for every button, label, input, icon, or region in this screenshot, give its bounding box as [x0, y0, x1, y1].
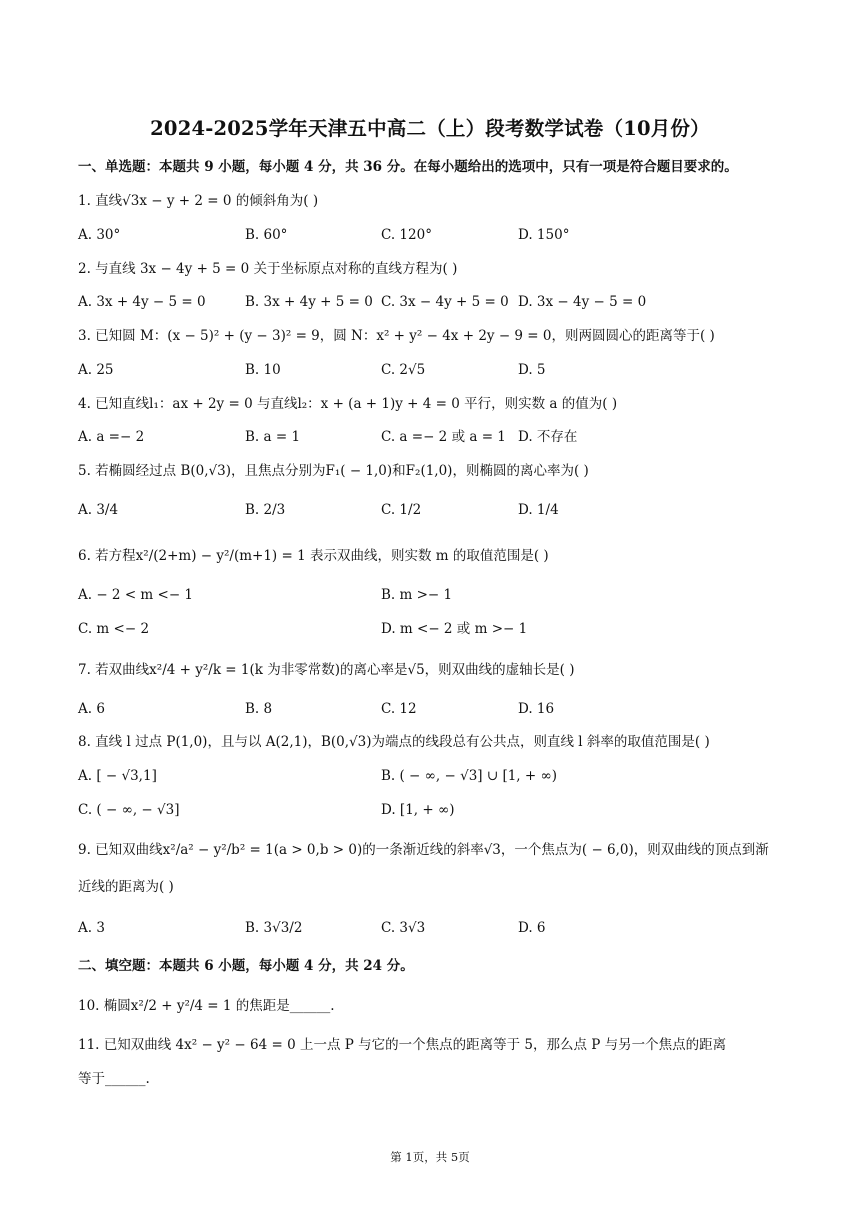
question-2-option-a: A. 3x + 4y − 5 = 0 [78, 294, 206, 310]
question-7-option-a: A. 6 [78, 701, 105, 717]
question-9-stem: 9. 已知双曲线x²/a² − y²/b² = 1(a > 0,b > 0)的一条渐近线的斜率√3，一个焦点为( − 6,0)，则双曲线的顶点到渐 [78, 842, 769, 858]
question-4-option-d: D. 不存在 [518, 429, 578, 445]
question-5-option-c: C. 1/2 [381, 502, 422, 518]
question-5-stem: 5. 若椭圆经过点 B(0,√3)，且焦点分别为F₁( − 1,0)和F₂(1,0)，则椭圆的离心率为( ) [78, 463, 589, 479]
question-5-option-d: D. 1/4 [518, 502, 559, 518]
question-8-option-a: A. [ − √3,1] [78, 768, 157, 784]
question-4-stem: 4. 已知直线l₁：ax + 2y = 0 与直线l₂：x + (a + 1)y + 4 = 0 平行，则实数 a 的值为( ) [78, 396, 618, 412]
page-title: 2024-2025学年天津五中高二（上）段考数学试卷（10月份） [150, 117, 710, 140]
question-6-stem: 6. 若方程x²/(2+m) − y²/(m+1) = 1 表示双曲线，则实数 m 的取值范围是( ) [78, 548, 549, 564]
question-6-option-c: C. m <− 2 [78, 621, 150, 637]
question-7-option-c: C. 12 [381, 701, 417, 717]
question-3-option-c: C. 2√5 [381, 362, 426, 378]
question-9-option-b: B. 3√3/2 [245, 920, 303, 936]
question-9-stem-continued: 近线的距离为( ) [78, 879, 174, 895]
question-1-stem: 1. 直线√3x − y + 2 = 0 的倾斜角为( ) [78, 193, 319, 209]
question-1-option-d: D. 150° [518, 227, 570, 243]
question-11-stem-continued: 等于______. [78, 1071, 150, 1087]
question-3-option-a: A. 25 [78, 362, 114, 378]
section-heading-fill-in: 二、填空题：本题共 6 小题，每小题 4 分，共 24 分。 [78, 958, 414, 974]
question-9-option-d: D. 6 [518, 920, 546, 936]
question-5-option-b: B. 2/3 [245, 502, 286, 518]
question-2-option-c: C. 3x − 4y + 5 = 0 [381, 294, 509, 310]
question-8-stem: 8. 直线 l 过点 P(1,0)，且与以 A(2,1)，B(0,√3)为端点的线段总有公共点，则直线 l 斜率的取值范围是( ) [78, 734, 710, 750]
question-11-stem: 11. 已知双曲线 4x² − y² − 64 = 0 上一点 P 与它的一个焦点的距离等于 5，那么点 P 与另一个焦点的距离 [78, 1037, 727, 1053]
page-footer: 第 1页，共 5页 [390, 1150, 470, 1164]
question-8-option-b: B. ( − ∞, − √3] ∪ [1, + ∞) [381, 768, 558, 784]
question-2-option-d: D. 3x − 4y − 5 = 0 [518, 294, 647, 310]
question-8-option-c: C. ( − ∞, − √3] [78, 802, 180, 818]
question-7-option-d: D. 16 [518, 701, 555, 717]
question-1-option-a: A. 30° [78, 227, 121, 243]
question-5-option-a: A. 3/4 [78, 502, 119, 518]
question-3-stem: 3. 已知圆 M：(x − 5)² + (y − 3)² = 9，圆 N：x² + y² − 4x + 2y − 9 = 0，则两圆圆心的距离等于( ) [78, 328, 715, 344]
question-2-stem: 2. 与直线 3x − 4y + 5 = 0 关于坐标原点对称的直线方程为( ) [78, 261, 458, 277]
question-9-option-c: C. 3√3 [381, 920, 426, 936]
question-4-option-b: B. a = 1 [245, 429, 301, 445]
question-1-option-c: C. 120° [381, 227, 432, 243]
question-6-option-b: B. m >− 1 [381, 587, 453, 603]
question-10-stem: 10. 椭圆x²/2 + y²/4 = 1 的焦距是______. [78, 998, 335, 1014]
question-7-option-b: B. 8 [245, 701, 273, 717]
question-3-option-b: B. 10 [245, 362, 281, 378]
question-6-option-d: D. m <− 2 或 m >− 1 [381, 621, 528, 637]
question-7-stem: 7. 若双曲线x²/4 + y²/k = 1(k 为非零常数)的离心率是√5，则双曲线的虚轴长是( ) [78, 662, 575, 678]
question-4-option-a: A. a =− 2 [78, 429, 145, 445]
section-heading-single-choice: 一、单选题：本题共 9 小题，每小题 4 分，共 36 分。在每小题给出的选项中，只有一项是符合题目要求的。 [78, 159, 738, 175]
question-1-option-b: B. 60° [245, 227, 288, 243]
question-2-option-b: B. 3x + 4y + 5 = 0 [245, 294, 373, 310]
question-8-option-d: D. [1, + ∞) [381, 802, 455, 818]
question-4-option-c: C. a =− 2 或 a = 1 [381, 429, 506, 445]
question-3-option-d: D. 5 [518, 362, 546, 378]
question-6-option-a: A. − 2 < m <− 1 [78, 587, 194, 603]
question-9-option-a: A. 3 [78, 920, 105, 936]
